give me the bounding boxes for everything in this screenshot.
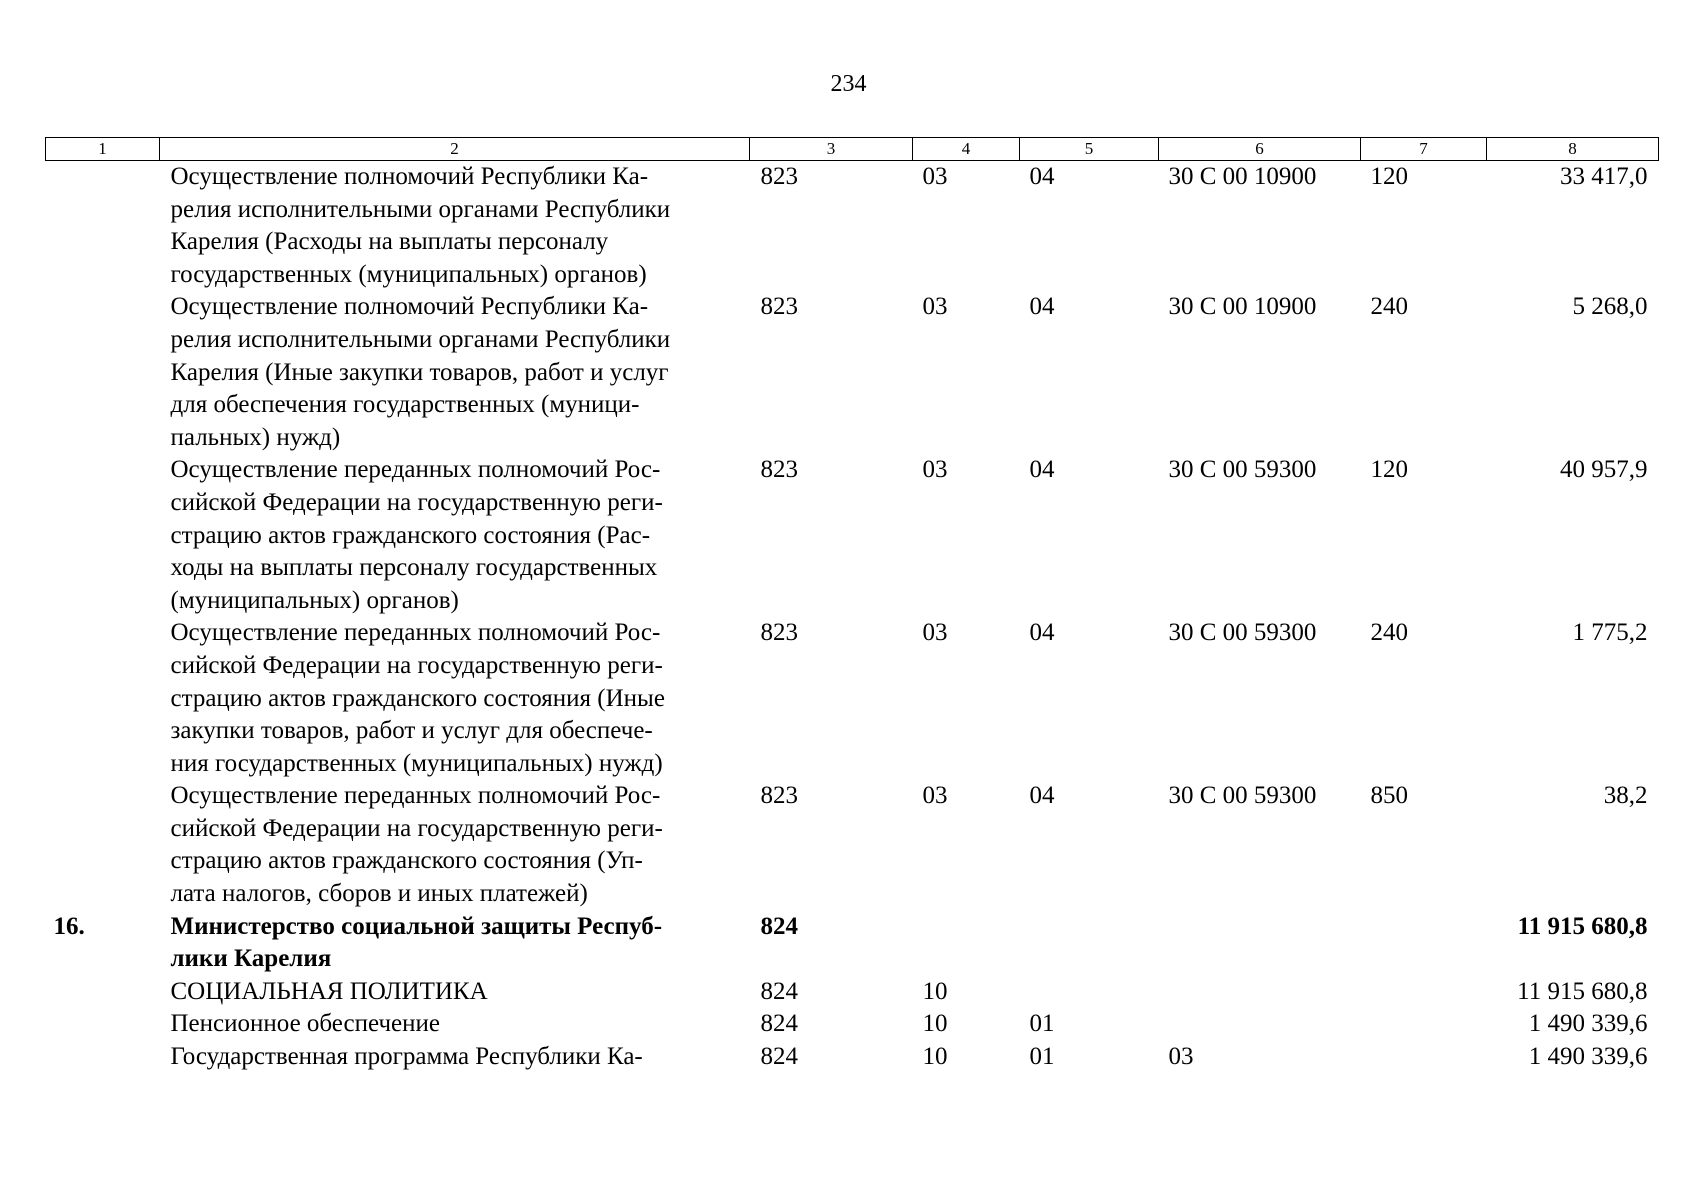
expense-type-code xyxy=(1361,911,1487,976)
subsection-code: 04 xyxy=(1029,163,1055,190)
row-number xyxy=(46,617,160,780)
expense-name-line: Карелия (Иные закупки товаров, работ и услуг xyxy=(170,358,669,386)
amount-value: 1 775,2 xyxy=(1572,619,1648,647)
table-row xyxy=(46,1041,1659,1074)
expense-name xyxy=(160,976,750,1009)
target-article-code: 03 xyxy=(1168,1043,1194,1071)
ministry-code: 823 xyxy=(760,619,798,647)
expense-type-code xyxy=(1361,976,1487,1009)
expense-name-line: ния государственных (муниципальных) нужд) xyxy=(170,749,663,777)
table-row xyxy=(46,976,1659,1009)
ministry-code: 823 xyxy=(760,293,798,321)
section-code: 10 xyxy=(922,1010,948,1038)
header-cell: 1 xyxy=(46,138,160,161)
expense-name-line: Осуществление полномочий Республики Ка- xyxy=(170,163,649,190)
expense-name xyxy=(160,617,750,780)
target-article-code xyxy=(1159,911,1361,976)
header-cell: 4 xyxy=(913,138,1020,161)
header-row xyxy=(46,138,1659,161)
amount-value: 38,2 xyxy=(1603,782,1648,810)
row-number xyxy=(46,1008,160,1041)
expense-type-code: 120 xyxy=(1370,456,1408,484)
expense-name-line: лики Карелия xyxy=(170,945,332,973)
expense-name-line: Осуществление полномочий Республики Ка- xyxy=(170,293,649,321)
section-code: 03 xyxy=(922,293,948,321)
target-article-code: 30 С 00 59300 xyxy=(1168,619,1317,647)
amount-value: 1 490 339,6 xyxy=(1528,1010,1648,1038)
expense-name-line: лата налогов, сборов и иных платежей) xyxy=(170,880,588,908)
expense-type-code: 120 xyxy=(1370,163,1408,190)
expense-name-line: государственных (муниципальных) органов) xyxy=(170,260,647,288)
subsection-code: 04 xyxy=(1029,293,1055,321)
subsection-code: 01 xyxy=(1029,1010,1055,1038)
amount-value: 5 268,0 xyxy=(1572,293,1648,321)
expense-name-line: для обеспечения государственных (муници- xyxy=(170,391,640,419)
row-number: 16. xyxy=(53,912,85,940)
expense-name-line: страцию актов гражданского состояния (Иные xyxy=(170,684,665,712)
table-row xyxy=(46,780,1659,910)
table-body xyxy=(46,161,1659,1074)
expense-name-line: страцию актов гражданского состояния (Рас- xyxy=(170,521,651,549)
header-cell: 2 xyxy=(160,138,750,161)
subsection-code: 01 xyxy=(1029,1043,1055,1071)
section-code: 03 xyxy=(922,619,948,647)
table-row xyxy=(46,617,1659,780)
budget-table xyxy=(45,137,1659,1074)
section-code: 03 xyxy=(922,163,948,190)
amount-value: 11 915 680,8 xyxy=(1517,977,1648,1005)
section-code: 10 xyxy=(922,977,948,1005)
row-number xyxy=(46,1041,160,1074)
expense-type-code xyxy=(1361,1008,1487,1041)
expense-name xyxy=(160,1008,750,1041)
expense-name xyxy=(160,1041,750,1074)
ministry-code: 824 xyxy=(760,912,798,940)
ministry-code: 824 xyxy=(760,1043,798,1071)
subsection-code: 04 xyxy=(1029,619,1055,647)
amount-value: 11 915 680,8 xyxy=(1517,912,1648,940)
expense-type-code xyxy=(1361,1041,1487,1074)
section-code xyxy=(913,911,1020,976)
subsection-code: 04 xyxy=(1029,456,1055,484)
target-article-code: 30 С 00 10900 xyxy=(1168,163,1317,190)
row-number xyxy=(46,976,160,1009)
expense-name-line: Государственная программа Республики Ка- xyxy=(170,1043,643,1071)
section-code: 10 xyxy=(922,1043,948,1071)
target-article-code: 30 С 00 10900 xyxy=(1168,293,1317,321)
expense-name-line: сийской Федерации на государственную реги- xyxy=(170,651,663,679)
table-row xyxy=(46,911,1659,976)
expense-name xyxy=(160,911,750,976)
expense-name-line: релия исполнительными органами Республики xyxy=(170,195,671,223)
row-number xyxy=(46,454,160,617)
expense-name-line: страцию актов гражданского состояния (Уп- xyxy=(170,847,643,875)
amount-value: 40 957,9 xyxy=(1560,456,1648,484)
header-cell: 8 xyxy=(1487,138,1659,161)
expense-name-line: Осуществление переданных полномочий Рос- xyxy=(170,619,661,647)
ministry-code: 823 xyxy=(760,782,798,810)
page-number: 234 xyxy=(830,71,867,97)
section-code: 03 xyxy=(922,782,948,810)
table-row xyxy=(46,161,1659,292)
expense-name-line: сийской Федерации на государственную реги- xyxy=(170,488,663,516)
target-article-code xyxy=(1159,976,1361,1009)
ministry-code: 823 xyxy=(760,456,798,484)
expense-name xyxy=(160,161,750,292)
expense-type-code: 240 xyxy=(1370,619,1408,647)
amount-value: 1 490 339,6 xyxy=(1528,1043,1648,1071)
expense-type-code: 240 xyxy=(1370,293,1408,321)
ministry-code: 824 xyxy=(760,1010,798,1038)
target-article-code: 30 С 00 59300 xyxy=(1168,782,1317,810)
header-cell: 3 xyxy=(750,138,913,161)
table-row xyxy=(46,291,1659,454)
expense-name xyxy=(160,454,750,617)
subsection-code xyxy=(1020,976,1159,1009)
header-cell: 6 xyxy=(1159,138,1361,161)
table-row xyxy=(46,454,1659,617)
expense-name-line: Осуществление переданных полномочий Рос- xyxy=(170,782,661,810)
expense-name-line: ходы на выплаты персоналу государственных xyxy=(170,554,658,582)
row-number xyxy=(46,161,160,292)
target-article-code xyxy=(1159,1008,1361,1041)
expense-name-line: СОЦИАЛЬНАЯ ПОЛИТИКА xyxy=(170,977,488,1005)
expense-name-line: закупки товаров, работ и услуг для обеспече- xyxy=(170,717,653,745)
expense-name-line: пальных) нужд) xyxy=(170,423,341,451)
expense-name-line: Карелия (Расходы на выплаты персоналу xyxy=(170,228,609,256)
expense-type-code: 850 xyxy=(1370,782,1408,810)
row-number xyxy=(46,291,160,454)
ministry-code: 823 xyxy=(760,163,798,190)
expense-name-line: релия исполнительными органами Республики xyxy=(170,325,671,353)
row-number xyxy=(46,780,160,910)
expense-name-line: Пенсионное обеспечение xyxy=(170,1010,440,1038)
target-article-code: 30 С 00 59300 xyxy=(1168,456,1317,484)
expense-name xyxy=(160,780,750,910)
expense-name xyxy=(160,291,750,454)
header-cell: 7 xyxy=(1361,138,1487,161)
subsection-code: 04 xyxy=(1029,782,1055,810)
expense-name-line: сийской Федерации на государственную реги- xyxy=(170,814,663,842)
table-row xyxy=(46,1008,1659,1041)
header-cell: 5 xyxy=(1020,138,1159,161)
expense-name-line: (муниципальных) органов) xyxy=(170,586,459,614)
section-code: 03 xyxy=(922,456,948,484)
ministry-code: 824 xyxy=(760,977,798,1005)
expense-name-line: Министерство социальной защиты Респуб- xyxy=(170,912,663,940)
subsection-code xyxy=(1020,911,1159,976)
expense-name-line: Осуществление переданных полномочий Рос- xyxy=(170,456,661,484)
amount-value: 33 417,0 xyxy=(1560,163,1648,190)
column-number-header xyxy=(46,138,1659,161)
